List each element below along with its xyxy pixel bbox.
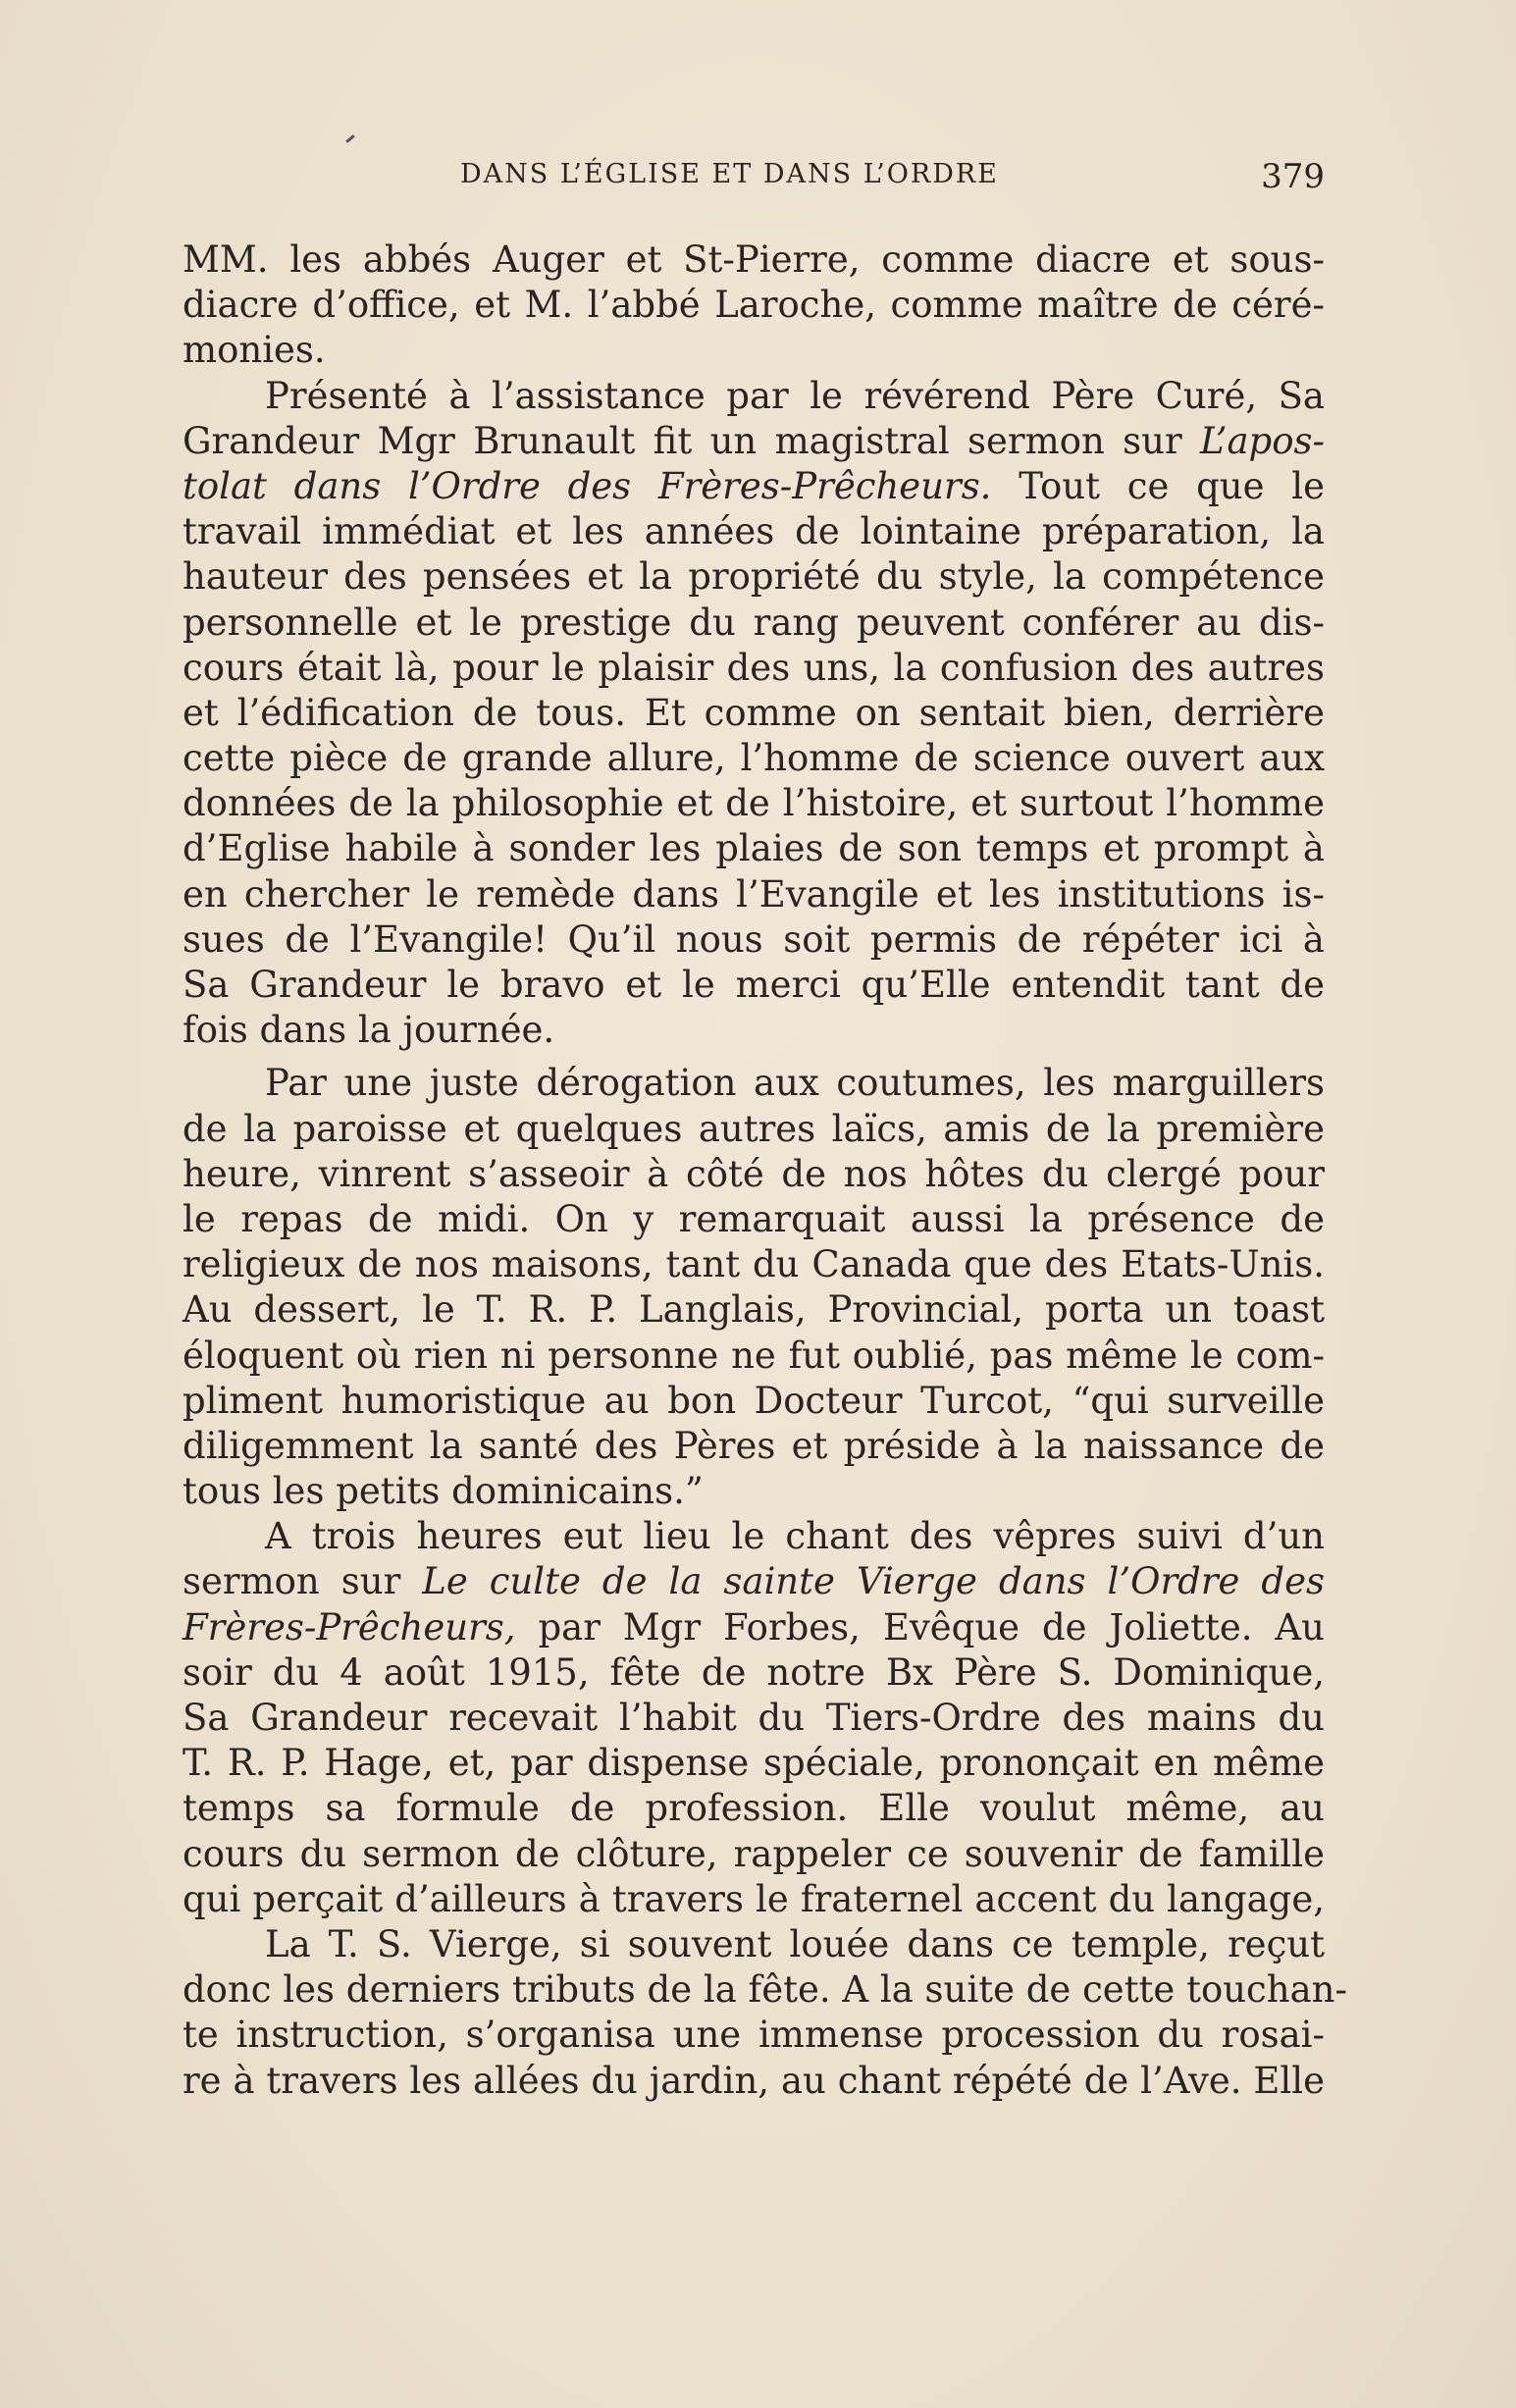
text-line: diligemment la santé des Pères et préside à la naissance de — [183, 1424, 1325, 1467]
text-line: A trois heures eut lieu le chant des vêpres suivi d’un — [265, 1515, 1325, 1558]
text-line: de la paroisse et quelques autres laïcs, amis de la première — [183, 1107, 1325, 1150]
text-line: Au dessert, le T. R. P. Langlais, Provincial, porta un toast — [183, 1288, 1325, 1332]
text-line: personnelle et le prestige du rang peuvent conférer au dis- — [183, 601, 1325, 644]
text-line: religieux de nos maisons, tant du Canada que des Etats-Unis. — [183, 1243, 1325, 1286]
text-line: hauteur des pensées et la propriété du style, la compétence — [183, 555, 1325, 599]
text-line: cours était là, pour le plaisir des uns, la confusion des autres — [183, 646, 1325, 689]
text-run: Tout ce que le — [991, 464, 1325, 507]
text-line: La T. S. Vierge, si souvent louée dans ce temple, reçut — [265, 1922, 1325, 1965]
text-line: pliment humoristique au bon Docteur Turcot, “qui surveille — [183, 1379, 1325, 1422]
text-line — [183, 464, 1325, 509]
text-line: Sa Grandeur le bravo et le merci qu’Elle entendit tant de — [183, 964, 1325, 1006]
text-line: re à travers les allées du jardin, au chant répété de l’Ave. Elle — [183, 2059, 1325, 2102]
text-line: données de la philosophie et de l’histoire, et surtout l’homme — [183, 782, 1325, 825]
text-line: et l’édification de tous. Et comme on sentait bien, derrière — [183, 691, 1325, 734]
page-header — [183, 157, 1325, 200]
body-text — [183, 237, 1347, 2104]
text-line: Par une juste dérogation aux coutumes, les marguillers — [265, 1062, 1325, 1105]
text-line: soir du 4 août 1915, fête de notre Bx Père S. Dominique, — [183, 1650, 1325, 1694]
italic-title: L’apos- — [1200, 419, 1325, 462]
text-run: Grandeur Mgr Brunault fit un magistral sermon sur — [183, 419, 1201, 462]
text-run: sermon sur — [183, 1560, 423, 1603]
text-line: temps sa formule de profession. Elle voulut même, au — [183, 1787, 1325, 1830]
text-line: cours du sermon de clôture, rappeler ce souvenir de famille — [183, 1832, 1325, 1875]
text-line: diacre d’office, et M. l’abbé Laroche, comme maître de céré- — [183, 284, 1325, 327]
italic-title: tolat dans l’Ordre des Frères-Prêcheurs. — [183, 464, 992, 507]
text-line: heure, vinrent s’asseoir à côté de nos hôtes du clergé pour — [183, 1152, 1325, 1195]
text-line: fois dans la journée. — [183, 1009, 555, 1052]
text-line: travail immédiat et les années de lointaine préparation, la — [183, 510, 1325, 553]
text-line: T. R. P. Hage, et, par dispense spéciale, prononçait en même — [183, 1742, 1325, 1785]
running-head: DANS L’ÉGLISE ET DANS L’ORDRE — [460, 159, 999, 189]
italic-title: Le culte de la sainte Vierge dans l’Ordre des — [422, 1560, 1325, 1603]
italic-title: Frères-Prêcheurs, — [183, 1605, 516, 1649]
text-line: cette pièce de grande allure, l’homme de science ouvert aux — [183, 737, 1325, 780]
text-line: monies. — [183, 329, 326, 372]
text-run: par Mgr Forbes, Evêque de Joliette. Au — [515, 1605, 1325, 1649]
text-line: MM. les abbés Auger et St-Pierre, comme diacre et sous- — [183, 238, 1325, 281]
text-line: le repas de midi. On y remarquait aussi la présence de — [183, 1197, 1325, 1240]
text-line: en chercher le remède dans l’Evangile et les institutions is- — [183, 872, 1325, 916]
text-line: qui perçait d’ailleurs à travers le fraternel accent du langage, — [183, 1877, 1325, 1920]
text-line — [183, 1559, 1325, 1604]
text-line: te instruction, s’organisa une immense procession du rosai- — [183, 2014, 1325, 2057]
text-line: tous les petits dominicains.” — [183, 1470, 704, 1513]
text-line: Présenté à l’assistance par le révérend Père Curé, Sa — [265, 374, 1325, 417]
text-line — [183, 1605, 1325, 1650]
stray-ink-mark — [345, 134, 355, 143]
page-number: 379 — [1261, 157, 1325, 196]
text-line: éloquent où rien ni personne ne fut oublié, pas même le com- — [183, 1334, 1325, 1377]
text-line: sues de l’Evangile! Qu’il nous soit permis de répéter ici à — [183, 917, 1325, 961]
text-line: d’Eglise habile à sonder les plaies de son temps et prompt à — [183, 827, 1325, 870]
text-line: Sa Grandeur recevait l’habit du Tiers-Ordre des mains du — [183, 1697, 1325, 1739]
text-line: donc les derniers tributs de la fête. A la suite de cette touchan- — [183, 1968, 1347, 2012]
text-line — [183, 419, 1325, 464]
